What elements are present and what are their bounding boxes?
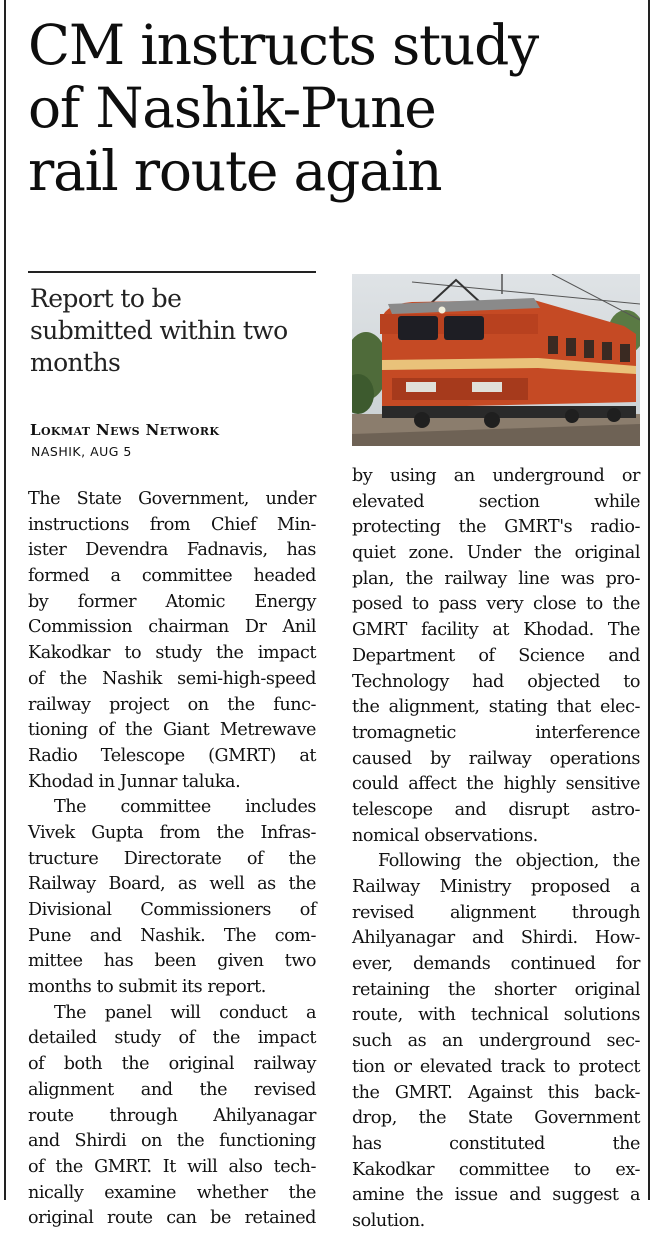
body-line: detailed study of the impact (28, 1028, 316, 1049)
subhead-line: Report to be (30, 284, 182, 313)
body-line: The committee includes (54, 797, 316, 818)
body-line: quiet zone. Under the original (352, 543, 640, 564)
body-line: has constituted the (352, 1133, 640, 1154)
body-line: route through Ahilyanagar (28, 1105, 316, 1126)
body-line: of the GMRT. It will also tech- (28, 1156, 316, 1177)
body-line: railway project on the func- (28, 694, 316, 715)
body-line: by using an underground or (352, 466, 640, 486)
body-line: such as an underground sec- (352, 1031, 640, 1052)
body-line: tion or elevated track to protect (352, 1056, 640, 1077)
body-line: could affect the highly sensitive (352, 774, 640, 795)
headline-line: rail route again (28, 139, 442, 203)
body-line: The panel will conduct a (54, 1002, 316, 1023)
body-line: and Shirdi on the functioning (28, 1131, 316, 1152)
body-line: original route can be retained (28, 1208, 316, 1229)
left-border (4, 0, 6, 1200)
body-line: tructure Directorate of the (28, 848, 316, 869)
body-line: The State Government, under (28, 489, 316, 509)
body-line: mittee has been given two (28, 951, 316, 972)
body-line: by former Atomic Energy (28, 591, 316, 612)
body-line: months to submit its report. (28, 977, 266, 998)
body-line: tromagnetic interference (352, 722, 640, 743)
headline (28, 14, 640, 203)
body-line: posed to pass very close to the (352, 594, 640, 615)
locomotive-photo (352, 274, 640, 446)
body-line: Radio Telescope (GMRT) at (28, 745, 316, 766)
body-line: Kakodkar to study the impact (28, 643, 316, 664)
body-line: Railway Ministry proposed a (352, 877, 640, 897)
body-line: Ahilyanagar and Shirdi. How- (352, 928, 640, 949)
body-line: Kakodkar committee to ex- (352, 1159, 640, 1180)
body-line: amine the issue and suggest a (352, 1185, 640, 1206)
body-line: plan, the railway line was pro- (352, 568, 640, 589)
body-line: instructions from Chief Min- (28, 514, 316, 535)
body-line: elevated section while (352, 491, 640, 512)
body-line: Pune and Nashik. The com- (28, 925, 316, 946)
body-line: ever, demands continued for (352, 954, 640, 975)
subhead-line: months (30, 348, 121, 377)
body-line: tioning of the Giant Metrewave (28, 720, 316, 741)
body-line: of the Nashik semi-high-speed (28, 668, 316, 689)
body-line: of both the original railway (28, 1054, 316, 1075)
body-line: the GMRT. Against this back- (352, 1082, 640, 1103)
body-line: ister Devendra Fadnavis, has (28, 540, 316, 561)
body-line: retaining the shorter original (352, 979, 640, 1000)
body-line: GMRT facility at Khodad. The (352, 620, 640, 641)
subhead-line: submitted within two (30, 316, 288, 345)
right-border (648, 0, 650, 1200)
body-line: nically examine whether the (28, 1182, 316, 1203)
body-line: caused by railway operations (352, 748, 640, 769)
body-line: Railway Board, as well as the (28, 874, 316, 895)
byline: Lokmat News Network (30, 421, 220, 439)
right-column (352, 464, 640, 1235)
body-line: alignment and the revised (28, 1079, 316, 1100)
headline-line: CM instructs study (28, 13, 538, 77)
divider-rule (28, 271, 316, 273)
body-line: Following the objection, the (378, 851, 640, 872)
body-line: protecting the GMRT's radio- (352, 517, 640, 538)
body-line: solution. (352, 1210, 425, 1231)
body-line: revised alignment through (352, 902, 640, 923)
body-line: formed a committee headed (28, 566, 316, 587)
body-line: Khodad in Junnar taluka. (28, 771, 241, 792)
body-line: telescope and disrupt astro- (352, 799, 640, 820)
dateline: NASHIK, AUG 5 (31, 444, 132, 459)
train-illustration (352, 274, 640, 446)
left-column (28, 487, 316, 1232)
body-line: the alignment, stating that elec- (352, 697, 640, 718)
body-line: Department of Science and (352, 645, 640, 666)
headline-line: of Nashik-Pune (28, 76, 436, 140)
subheadline (30, 283, 330, 379)
body-line: Technology had objected to (352, 671, 640, 692)
body-line: Divisional Commissioners of (28, 900, 316, 920)
body-line: route, with technical solutions (352, 1005, 640, 1026)
body-line: drop, the State Government (352, 1108, 640, 1129)
body-line: Vivek Gupta from the Infras- (28, 822, 316, 843)
body-line: nomical observations. (352, 825, 538, 846)
body-line: Commission chairman Dr Anil (28, 617, 316, 638)
